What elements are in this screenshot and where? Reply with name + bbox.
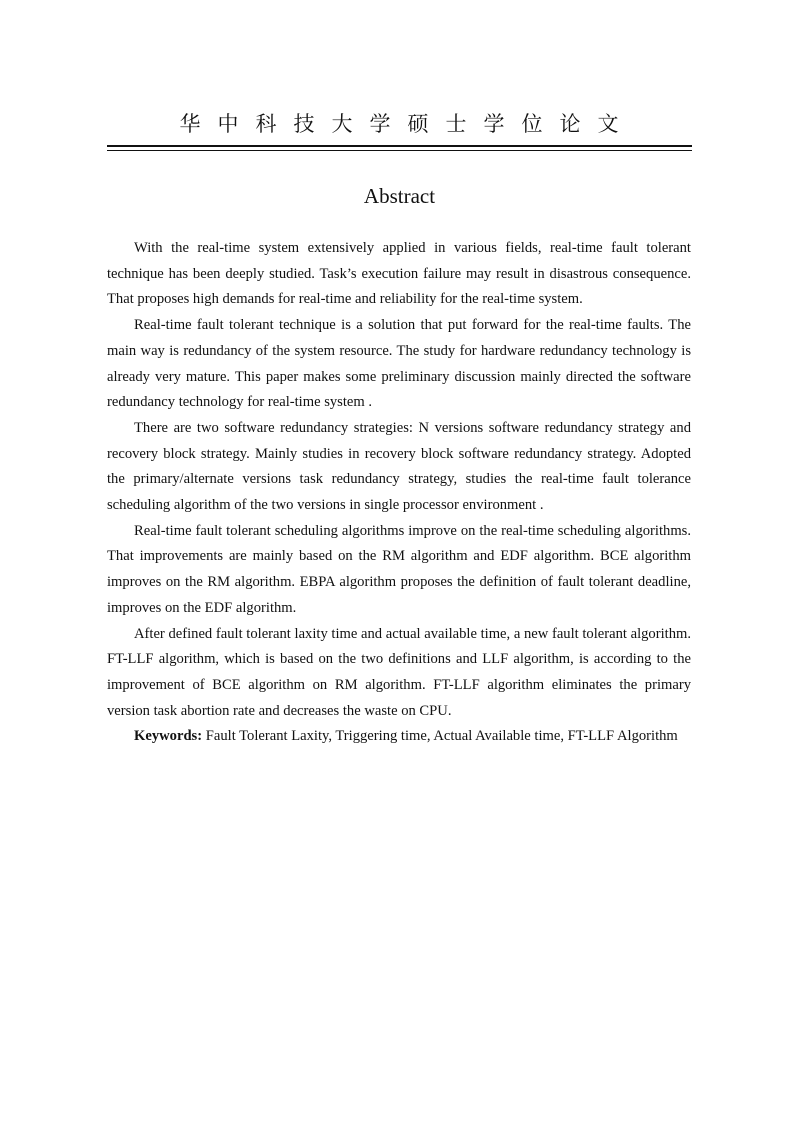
running-header: 华中科技大学硕士学位论文 (179, 112, 636, 136)
abstract-title: Abstract (363, 184, 436, 208)
keywords-line (107, 724, 691, 750)
header-rule-thick (107, 145, 692, 147)
header-rule-thin (107, 150, 692, 151)
abstract-paragraph-2: Real-time fault tolerant technique is a solution that put forward for the real-time faults. The main way is redundancy of the system resource. The study for hardware redundancy technology is already very mature. This paper makes some preliminary discussion mainly directed the software redundancy technology for real-time system . (107, 317, 691, 411)
abstract-paragraph-3: There are two software redundancy strategies: N versions software redundancy strategy and recovery block strategy. Mainly studies in recovery block software redundancy strategy. Adopted the primary/alternate versions task redundancy strategy, studies the real-time fault tolerance scheduling algorithm of the two versions in single processor environment . (107, 419, 691, 514)
keywords-text: Fault Tolerant Laxity, Triggering time, Actual Available time, FT-LLF Algorithm (205, 728, 678, 745)
abstract-body (107, 236, 691, 750)
abstract-paragraph-5: After defined fault tolerant laxity time and actual available time, a new fault tolerant algorithm. FT-LLF algorithm, which is based on the two definitions and LLF algorithm, is according to the improvement of BCE algorithm on RM algorithm. FT-LLF algorithm eliminates the primary version task abortion rate and decreases the waste on CPU. (107, 625, 691, 719)
abstract-paragraph-1: With the real-time system extensively applied in various fields, real-time fault tolerant technique has been deeply studied. Task’s execution failure may result in disastrous consequence. That proposes high demands for real-time and reliability for the real-time system. (107, 240, 691, 308)
keywords-label: Keywords: (134, 728, 203, 745)
abstract-paragraph-4: Real-time fault tolerant scheduling algorithms improve on the real-time scheduling algorithms. That improvements are mainly based on the RM algorithm and EDF algorithm. BCE algorithm improves on the RM algorithm. EBPA algorithm proposes the definition of fault tolerant deadline, improves on the EDF algorithm. (107, 522, 691, 616)
